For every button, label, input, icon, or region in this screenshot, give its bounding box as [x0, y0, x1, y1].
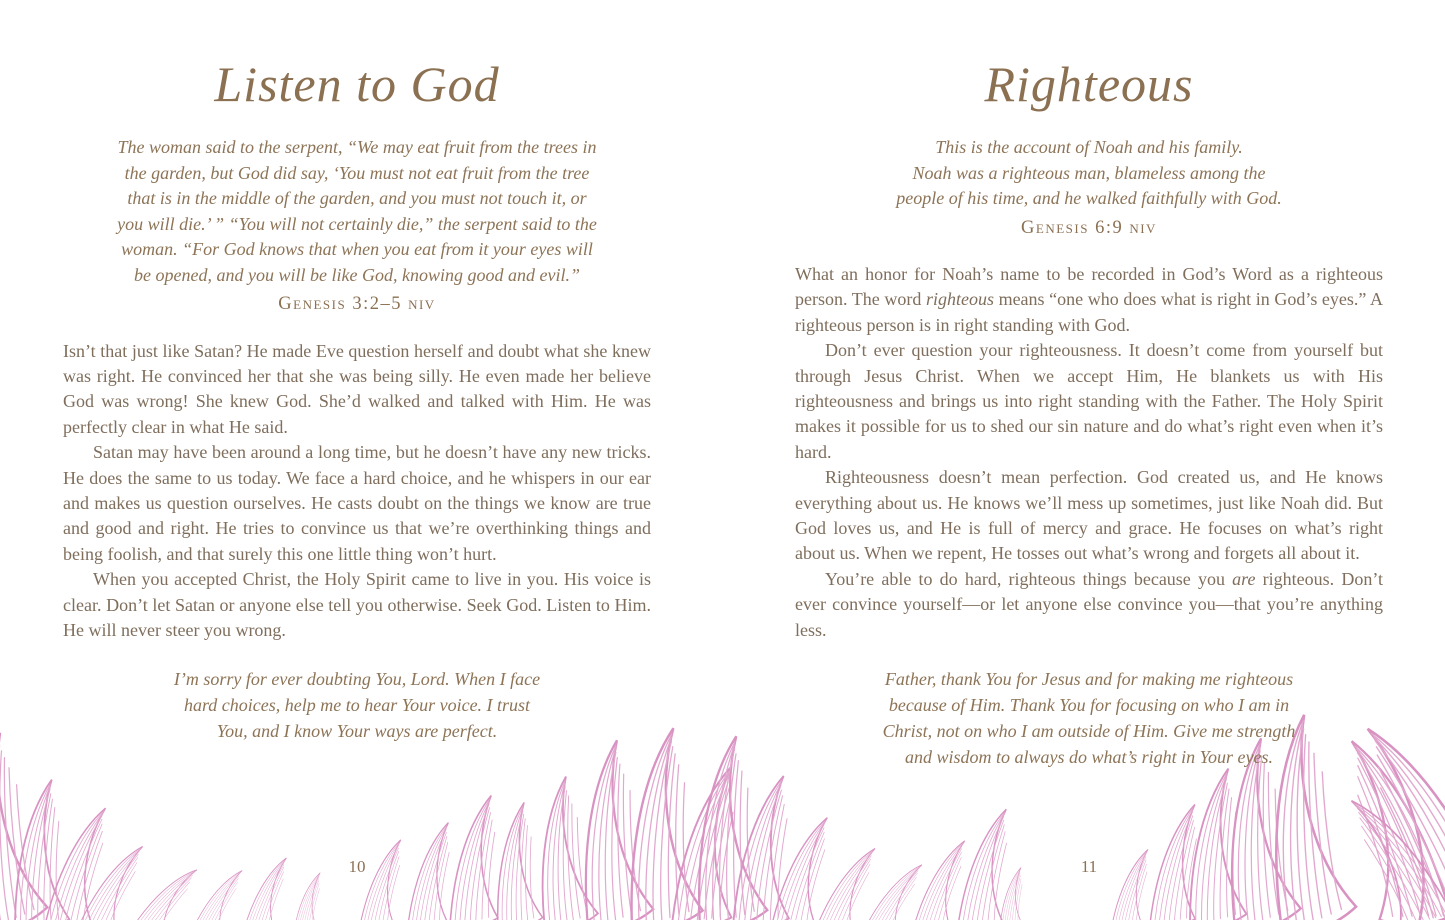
- body-paragraph: Don’t ever question your righteousness. It doesn’t come from yourself but through Jesus Christ. When we accept Him, He blankets us with His righteousness and brings us into right standing with the Father. The Holy Spirit makes it possible for us to shed our sin nature and do what’s right even when it’s hard.: [795, 340, 1383, 462]
- prayer-line: and wisdom to always do what’s right in Your eyes.: [904, 747, 1274, 768]
- epigraph-line: be opened, and you will be like God, knowing good and evil.”: [134, 264, 580, 285]
- prayer-line: Father, thank You for Jesus and for making me righteous: [884, 669, 1294, 690]
- epigraph-line: This is the account of Noah and his family.: [935, 137, 1243, 157]
- body-segment: What an honor for Noah’s name to be recorded in God’s Word as a righteous person. The word: [795, 264, 1383, 310]
- prayer-line: Christ, not on who I am outside of Him. Give me strength: [882, 721, 1296, 742]
- body-segment: You’re able to do hard, righteous things because you: [825, 568, 1233, 589]
- left-page-number: 10: [348, 857, 366, 876]
- prayer-line: You, and I know Your ways are perfect.: [216, 721, 498, 742]
- epigraph-line: woman. “For God knows that when you eat from it your eyes will: [121, 239, 593, 259]
- body-segment-italic: are: [1232, 568, 1256, 589]
- right-prayer: [795, 666, 1383, 770]
- left-page: [63, 0, 651, 744]
- body-paragraph: When you accepted Christ, the Holy Spirit came to live in you. His voice is clear. Don’t let Satan or anyone else tell you otherwise. Seek God. Listen to Him. He will never steer you wrong.: [63, 569, 651, 640]
- left-page-title: Listen to God: [214, 56, 500, 112]
- left-scripture-reference: Genesis 3:2–5 niv: [278, 294, 436, 314]
- epigraph-line: Noah was a righteous man, blameless among the: [912, 162, 1266, 183]
- right-body-text: [795, 262, 1383, 643]
- left-body-text: [63, 339, 651, 644]
- body-paragraph: [795, 567, 1383, 643]
- epigraph-line: people of his time, and he walked faithfully with God.: [896, 188, 1282, 208]
- body-segment-italic: righteous: [925, 289, 994, 310]
- epigraph-line: The woman said to the serpent, “We may eat fruit from the trees in: [117, 137, 597, 157]
- right-epigraph: [795, 135, 1383, 241]
- body-paragraph: Isn’t that just like Satan? He made Eve question herself and doubt what she knew was right. He convinced her that she was being silly. He even made her believe God was wrong! She knew God. She’d walked and talked with Him. He was perfectly clear in what He said.: [63, 340, 651, 437]
- right-scripture-reference: Genesis 6:9 niv: [1021, 217, 1157, 238]
- prayer-line: I’m sorry for ever doubting You, Lord. When I face: [173, 669, 541, 690]
- left-prayer: [63, 666, 651, 744]
- body-segment: righteous. Don’t ever convince yourself—or let anyone else convince you—that you’re anything less.: [795, 568, 1383, 640]
- body-segment: means “one who does what is right in God’s eyes.” A righteous person is in right standing with God.: [795, 289, 1384, 335]
- epigraph-line: you will die.’ ” “You will not certainly die,” the serpent said to the: [117, 213, 597, 234]
- right-page: [795, 0, 1383, 770]
- epigraph-line: that is in the middle of the garden, and you must not touch it, or: [127, 188, 587, 208]
- left-epigraph: [63, 135, 651, 318]
- body-paragraph: [795, 262, 1383, 338]
- body-paragraph: Satan may have been around a long time, but he doesn’t have any new tricks. He does the same to us today. We face a hard choice, and he whispers in our ear and makes us question ourselves. He casts doubt on the things we know are true and good and right. He tries to convince us that we’re overthinking things and being foolish, and that surely this one little thing won’t hurt.: [63, 442, 651, 564]
- right-page-number: 11: [1080, 857, 1098, 876]
- right-page-title: Righteous: [984, 56, 1194, 112]
- body-paragraph: Righteousness doesn’t mean perfection. God created us, and He knows everything about us. He knows we’ll mess up sometimes, just like Noah did. But God loves us, and He is full of mercy and grace. He focuses on what’s right about us. When we repent, He tosses out what’s wrong and forgets all about it.: [795, 467, 1383, 564]
- prayer-line: hard choices, help me to hear Your voice. I trust: [183, 695, 531, 716]
- prayer-line: because of Him. Thank You for focusing on who I am in: [888, 695, 1290, 716]
- epigraph-line: the garden, but God did say, ‘You must not eat fruit from the tree: [124, 162, 590, 183]
